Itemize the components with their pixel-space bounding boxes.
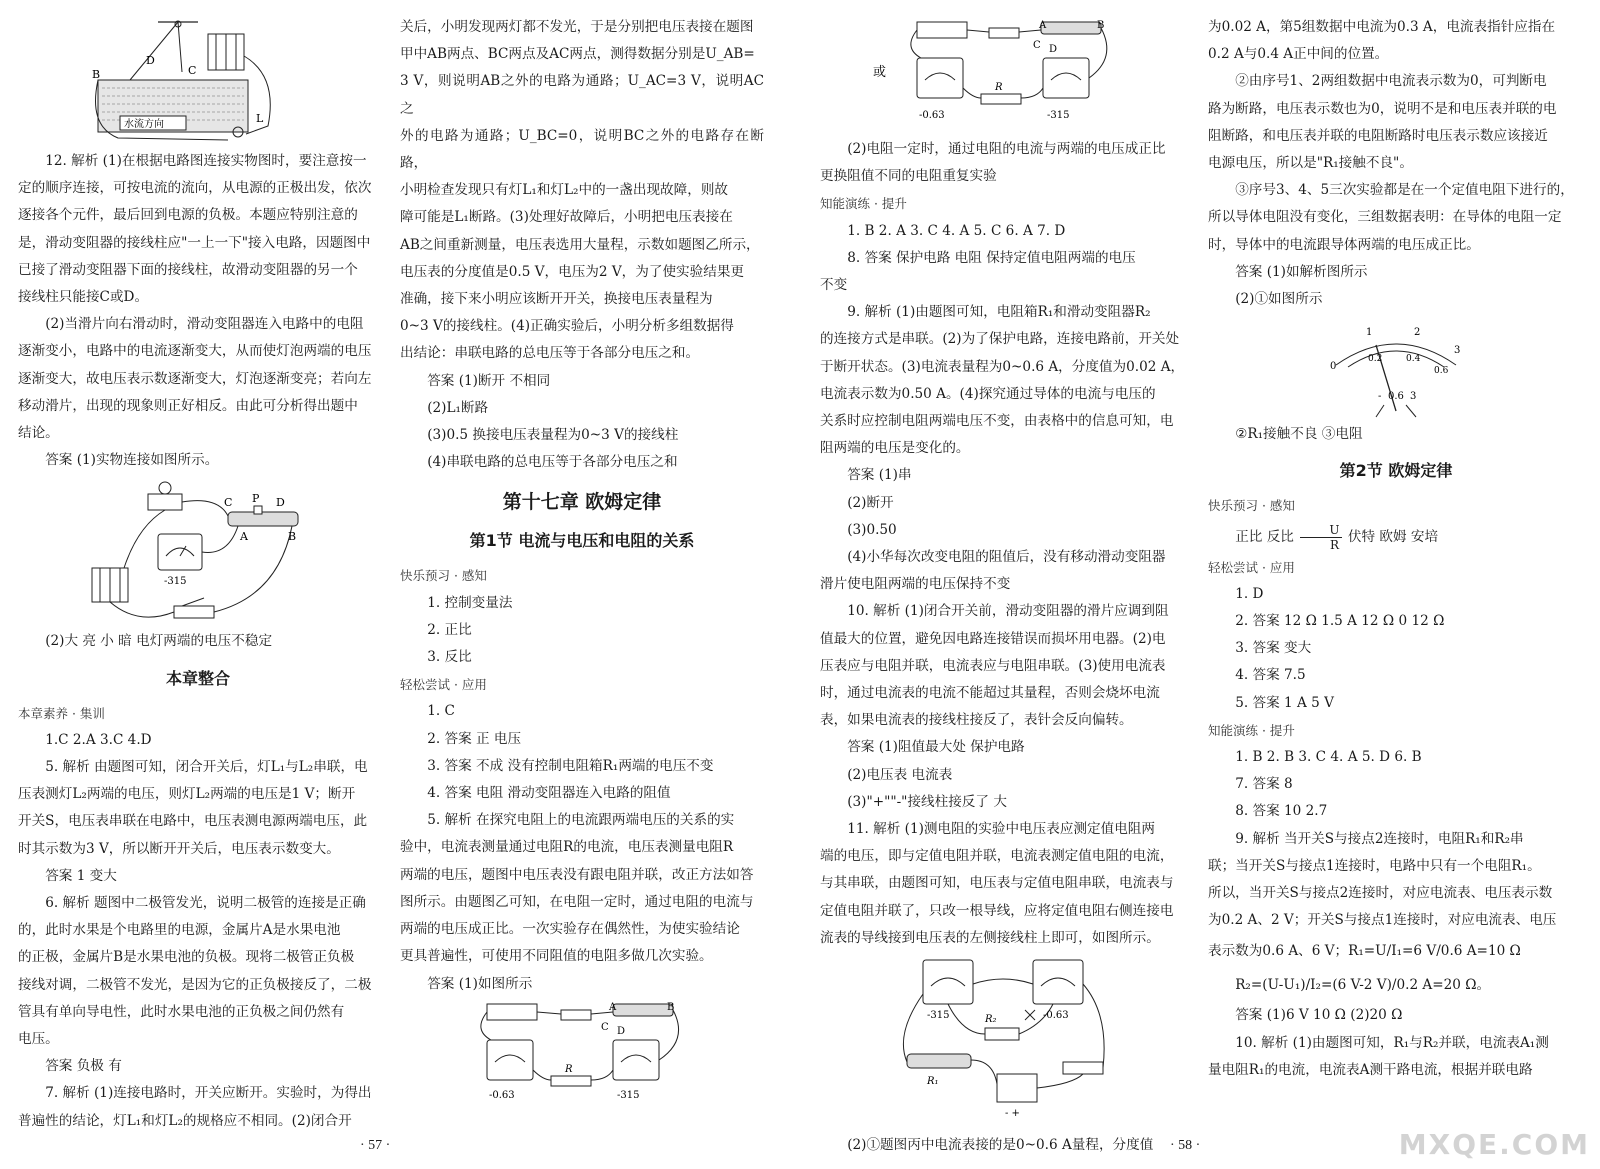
figure-series-circuit bbox=[467, 1000, 697, 1108]
figure-label-d: D bbox=[617, 1025, 626, 1037]
figure-series-circuit-alt bbox=[873, 16, 1133, 134]
answer-text: 正比 反比 bbox=[1235, 528, 1294, 545]
answer-line: 3. 答案 变大 bbox=[1235, 640, 1312, 657]
text-line: 图所示。由题图乙可知，在电阻一定时，通过电阻的电流与 bbox=[400, 893, 754, 910]
figure-measure-resistance bbox=[893, 954, 1113, 1130]
dial-label: 0.4 bbox=[1406, 354, 1421, 365]
text-line: 0~3 V的接线柱。(4)正确实验后，小明分析多组数据得 bbox=[400, 318, 734, 335]
figure-label-b: B bbox=[667, 1001, 675, 1013]
figure-label-c: C bbox=[601, 1021, 609, 1033]
section-title: 第2节 欧姆定律 bbox=[1339, 461, 1453, 481]
answer-line: 3. 答案 不成 没有控制电阻箱R₁两端的电压不变 bbox=[427, 757, 714, 774]
text-line: ③序号3、4、5三次实验都是在一个定值电阻下进行的， bbox=[1235, 182, 1574, 199]
answer-line: ②R₁接触不良 ③电阻 bbox=[1235, 426, 1363, 443]
answer-line: 2. 正比 bbox=[427, 621, 472, 638]
figure-water-circuit bbox=[78, 16, 318, 146]
answer-line: 1.C 2.A 3.C 4.D bbox=[45, 731, 152, 748]
text-line: 时，导体中的电流跟导体两端的电压成正比。 bbox=[1208, 236, 1480, 253]
fraction-u-over-r bbox=[1300, 523, 1341, 552]
answer-line: (2)断开 bbox=[847, 494, 894, 511]
text-line: 逐渐变小，电路中的电流逐渐变大，从而使灯泡两端的电压 bbox=[18, 343, 372, 360]
answer-line: (3)0.5 换接电压表量程为0~3 V的接线柱 bbox=[427, 427, 679, 444]
figure-rheostat-circuit bbox=[78, 476, 318, 626]
text-line: 的正极，金属片B是水果电池的负极。现将二极管正负极 bbox=[18, 949, 355, 966]
text-line: 于断开状态。(3)电流表量程为0~0.6 A，分度值为0.02 A， bbox=[820, 358, 1185, 375]
answer-line: 2. 答案 正 电压 bbox=[427, 730, 522, 747]
text-line: 路为断路，电压表示数也为0，说明不是和电压表并联的电 bbox=[1208, 100, 1557, 117]
figure-label-d: D bbox=[276, 496, 285, 510]
chapter-title: 第十七章 欧姆定律 bbox=[502, 491, 662, 514]
figure-label-or: 或 bbox=[873, 65, 887, 80]
answer-line: 4. 答案 电阻 滑动变阻器连入电路的阻值 bbox=[427, 785, 671, 802]
text-line: 流表的导线接到电压表的左侧接线柱上即可，如图所示。 bbox=[820, 929, 1160, 946]
text-line: 逐渐变大，故电压表示数逐渐变大，灯泡逐渐变亮；若向左 bbox=[18, 370, 372, 387]
text-line: 9. 解析 当开关S与接点2连接时，电阻R₁和R₂串 bbox=[1235, 830, 1524, 847]
dial-label: - bbox=[1378, 391, 1382, 403]
text-line: 管具有单向导电性，此时水果电池的正负极之间仍然有 bbox=[18, 1003, 345, 1020]
section-title: 本章整合 bbox=[165, 668, 230, 688]
figure-label-ammeter: -0.63 bbox=[1043, 1010, 1069, 1022]
answer-line: 答案 (1)串 bbox=[847, 467, 912, 484]
subsection-label: 轻松尝试 · 应用 bbox=[400, 677, 487, 693]
figure-label-flow: 水流方向 bbox=[124, 119, 164, 130]
text-line: 甲中AB两点、BC两点及AC两点，测得数据分别是U_AB= bbox=[400, 46, 755, 63]
text-line: 所以导体电阻没有变化，三组数据表明：在导体的电阻一定 bbox=[1208, 209, 1562, 226]
text-line: 12. 解析 (1)在根据电路图连接实物图时，要注意按一 bbox=[45, 153, 367, 169]
answer-line: 2. 答案 12 Ω 1.5 A 12 Ω 0 12 Ω bbox=[1235, 613, 1445, 630]
dial-label: 3 bbox=[1410, 391, 1417, 403]
subsection-label: 知能演练 · 提升 bbox=[1208, 722, 1295, 738]
text-line: 的，此时水果是个电路里的电源，金属片A是水果电池 bbox=[18, 922, 341, 939]
answer-line: (2)大 亮 小 暗 电灯两端的电压不稳定 bbox=[45, 633, 273, 650]
dial-label: 0.2 bbox=[1368, 354, 1383, 365]
answer-line: 7. 答案 8 bbox=[1235, 776, 1293, 793]
answer-line: 1. B 2. B 3. C 4. A 5. D 6. B bbox=[1235, 749, 1422, 766]
text-line: 电流表示数为0.50 A。(4)探究通过导体的电流与电压的 bbox=[820, 385, 1156, 402]
text-line: 是，滑动变阻器的接线柱应"一上一下"接入电路，因题图中 bbox=[18, 234, 371, 251]
text-line: 的连接方式是串联。(2)为了保护电路，连接电路前，开关处 bbox=[820, 331, 1180, 348]
fraction-denominator: R bbox=[1329, 537, 1339, 552]
text-line: 电压表的分度值是0.5 V，电压为2 V，为了使实验结果更 bbox=[400, 263, 745, 280]
figure-label-r: R bbox=[995, 82, 1003, 93]
text-line: 定值电阻并联了，只改一根导线，应将定值电阻右侧连接电 bbox=[820, 902, 1174, 919]
figure-label-a: A bbox=[240, 530, 248, 544]
text-line: 更具普遍性，可使用不同阻值的电阻多做几次实验。 bbox=[400, 948, 713, 965]
figure-label-p: P bbox=[252, 492, 260, 506]
figure-label-voltmeter: -315 bbox=[617, 1089, 640, 1101]
figure-label-c: C bbox=[188, 64, 197, 77]
text-line: 5. 解析 由题图可知，闭合开关后，灯L₁与L₂串联，电 bbox=[45, 759, 368, 776]
answer-line: 答案 (1)断开 不相同 bbox=[427, 372, 551, 389]
figure-label-b: B bbox=[288, 530, 297, 544]
text-line: 阻两端的电压是变化的。 bbox=[820, 440, 970, 457]
dial-label: 2 bbox=[1414, 327, 1421, 339]
figure-label-a: A bbox=[1039, 20, 1047, 31]
text-line: 移动滑片，出现的现象则正好相反。由此可分析得出题中 bbox=[18, 397, 358, 414]
text-line: 0.2 A与0.4 A正中间的位置。 bbox=[1208, 46, 1389, 63]
figure-ammeter-dial bbox=[1326, 315, 1466, 419]
dial-label: 0.6 bbox=[1388, 391, 1404, 403]
text-line: 表，如果电流表的接线柱接反了，表针会反向偏转。 bbox=[820, 712, 1133, 729]
text-line: 普遍性的结论，灯L₁和灯L₂的规格应不相同。(2)闭合开 bbox=[18, 1112, 352, 1129]
text-line: 10. 解析 (1)由题图可知，R₁与R₂并联，电流表A₁测 bbox=[1235, 1034, 1549, 1051]
text-line: 所以，当开关S与接点2连接时，对应电流表、电压表示数 bbox=[1208, 885, 1553, 902]
answer-line: (2)L₁断路 bbox=[427, 399, 489, 416]
figure-label-d: D bbox=[146, 54, 155, 67]
figure-label-voltmeter: -315 bbox=[927, 1010, 950, 1022]
subsection-label: 快乐预习 · 感知 bbox=[400, 568, 487, 584]
text-line: 压表测灯L₂两端的电压，则灯L₂两端的电压是1 V；断开 bbox=[18, 786, 356, 803]
subsection-label: 轻松尝试 · 应用 bbox=[1208, 559, 1295, 575]
text-line: 接线柱只能接C或D。 bbox=[18, 289, 149, 306]
text-line: 11. 解析 (1)测电阻的实验中电压表应测定值电阻两 bbox=[847, 821, 1155, 838]
answer-line: 1. B 2. A 3. C 4. A 5. C 6. A 7. D bbox=[847, 222, 1066, 239]
text-line: 障可能是L₁断路。(3)处理好故障后，小明把电压表接在 bbox=[400, 209, 733, 226]
dial-label: 3 bbox=[1454, 345, 1461, 357]
text-line: 两端的电压成正比。一次实验存在偶然性，为使实验结论 bbox=[400, 921, 740, 938]
answer-line: 8. 答案 保护电路 电阻 保持定值电阻两端的电压 bbox=[847, 249, 1136, 266]
subsection-label: 本章素养 · 集训 bbox=[18, 705, 105, 721]
dial-label: 0 bbox=[1330, 361, 1337, 373]
text-line: 5. 解析 在探究电阻上的电流跟两端电压的关系的实 bbox=[427, 812, 735, 829]
answer-line: 1. 控制变量法 bbox=[427, 594, 513, 611]
subsection-label: 知能演练 · 提升 bbox=[820, 196, 907, 212]
text-line: 已接了滑动变阻器下面的接线柱，故滑动变阻器的另一个 bbox=[18, 261, 358, 278]
text-line: 准确，接下来小明应该断开开关，换接电压表量程为 bbox=[400, 291, 713, 308]
answer-line: (4)串联电路的总电压等于各部分电压之和 bbox=[427, 454, 678, 471]
text-line: 值最大的位置，避免因电路连接错误而损坏用电器。(2)电 bbox=[820, 630, 1166, 647]
answer-line: (2)电压表 电流表 bbox=[847, 766, 953, 783]
column-1 bbox=[18, 14, 378, 1135]
watermark-logo: MXQE.COM bbox=[1398, 1128, 1590, 1161]
answer-line: 1. C bbox=[427, 703, 455, 720]
answer-line: 4. 答案 7.5 bbox=[1235, 667, 1306, 684]
answer-line: 更换阻值不同的电阻重复实验 bbox=[820, 168, 997, 185]
text-line: 阻断路，和电压表并联的电阻断路时电压表示数应该接近 bbox=[1208, 127, 1548, 144]
text-line: 出结论：串联电路的总电压等于各部分电压之和。 bbox=[400, 345, 700, 362]
answer-line: 滑片使电阻两端的电压保持不变 bbox=[820, 576, 1011, 593]
text-line: 验中，电流表测量通过电阻R的电流，电压表测量电阻R bbox=[400, 839, 734, 856]
text-line: 逐接各个元件，最后回到电源的负极。本题应特别注意的 bbox=[18, 207, 358, 224]
text-line: 与其串联，由题图可知，电压表与定值电阻串联，电流表与 bbox=[820, 875, 1174, 892]
text-line: ②由序号1、2两组数据中电流表示数为0，可判断电 bbox=[1235, 73, 1547, 90]
text-line: 关系时应控制电阻两端电压不变，由表格中的信息可知，电 bbox=[820, 413, 1174, 430]
text-line: (2)①题图丙中电流表接的是0~0.6 A量程，分度值 bbox=[847, 1137, 1154, 1154]
figure-label-r1: R₁ bbox=[927, 1076, 939, 1088]
text-line: 联；当开关S与接点1连接时，电路中只有一个电阻R₁。 bbox=[1208, 857, 1541, 874]
dial-label: 0.6 bbox=[1434, 366, 1449, 377]
figure-label-b: B bbox=[1097, 20, 1105, 31]
figure-label-r: R bbox=[565, 1063, 573, 1075]
text-line: 两端的电压，题图中电压表没有跟电阻并联，改正方法如答 bbox=[400, 866, 754, 883]
figure-label-ammeter: -0.63 bbox=[489, 1089, 515, 1101]
formula-line: R₂=(U-U₁)/I₂=(6 V-2 V)/0.2 A=20 Ω。 bbox=[1235, 977, 1491, 994]
answer-line: (3)"+""-"接线柱接反了 大 bbox=[847, 793, 1007, 810]
text-line: 量电阻R₁的电流，电流表A测干路电流，根据并联电路 bbox=[1208, 1061, 1533, 1078]
text-line: 开关S，电压表串联在电路中，电压表测电源两端电压，此 bbox=[18, 813, 368, 830]
figure-label-a: A bbox=[609, 1001, 617, 1013]
answer-line: 答案 (1)如图所示 bbox=[427, 975, 533, 992]
subsection-label: 快乐预习 · 感知 bbox=[1208, 498, 1295, 514]
text-line: 接线对调，二极管不发光，是因为它的正负极接反了，二极 bbox=[18, 976, 372, 993]
answer-line: 不变 bbox=[820, 277, 848, 294]
figure-label-d: D bbox=[1049, 44, 1058, 55]
text-line: 10. 解析 (1)闭合开关前，滑动变阻器的滑片应调到阻 bbox=[847, 603, 1169, 620]
figure-label-c: C bbox=[1033, 40, 1041, 51]
answer-line: 答案 (1)阻值最大处 保护电路 bbox=[847, 739, 1025, 756]
text-line: 电源电压，所以是"R₁接触不良"。 bbox=[1208, 155, 1413, 172]
text-line: 电压。 bbox=[18, 1031, 59, 1048]
fraction-numerator: U bbox=[1300, 523, 1341, 538]
answer-line: 8. 答案 10 2.7 bbox=[1235, 803, 1328, 820]
answer-line: (2)①如图所示 bbox=[1235, 291, 1323, 308]
text-line: 6. 解析 题图中二极管发光，说明二极管的连接是正确 bbox=[45, 895, 366, 912]
text-line: 3 V，则说明AB之外的电路为通路；U_AC=3 V，说明AC之 bbox=[400, 73, 764, 117]
answer-text: 伏特 欧姆 安培 bbox=[1347, 528, 1439, 545]
text-line: 时其示数为3 V，所以断开开关后，电压表示数变大。 bbox=[18, 840, 340, 857]
dial-label: 1 bbox=[1366, 327, 1373, 339]
formula-line: 表示数为0.6 A、6 V；R₁=U/I₁=6 V/0.6 A=10 Ω bbox=[1208, 943, 1521, 960]
answer-line: 答案 (1)如解析图所示 bbox=[1235, 263, 1368, 280]
figure-label-voltmeter: -315 bbox=[1047, 110, 1070, 121]
text-line: 结论。 bbox=[18, 425, 59, 442]
answer-line: 3. 反比 bbox=[427, 649, 472, 666]
text-line: 外的电路为通路；U_BC=0，说明BC之外的电路存在断路， bbox=[400, 127, 764, 172]
text-line: 7. 解析 (1)连接电路时，开关应断开。实验时，为得出 bbox=[45, 1085, 372, 1102]
answer-line: (3)0.50 bbox=[847, 521, 897, 538]
text-line: 端的电压，即与定值电阻并联，电流表测定值电阻的电流， bbox=[820, 848, 1174, 865]
text-line: 为0.2 A、2 V；开关S与接点1连接时，对应电流表、电压 bbox=[1208, 912, 1557, 929]
answer-line: 1. D bbox=[1235, 585, 1264, 602]
text-line: 压表应与电阻并联，电流表应与电阻串联。(3)使用电流表 bbox=[820, 657, 1166, 674]
answer-line: 答案 (1)实物连接如图所示。 bbox=[45, 452, 219, 469]
text-line: 小明检查发现只有灯L₁和灯L₂中的一盏出现故障，则故 bbox=[400, 182, 729, 199]
column-3 bbox=[820, 14, 1186, 1159]
text-line: 时，通过电流表的电流不能超过其量程，否则会烧坏电流 bbox=[820, 685, 1160, 702]
column-2 bbox=[400, 14, 764, 1110]
text-line: AB之间重新测量，电压表选用大量程，示数如题图乙所示， bbox=[400, 236, 760, 253]
figure-label-ammeter: -0.63 bbox=[919, 110, 945, 121]
answer-line: 答案 (1)6 V 10 Ω (2)20 Ω bbox=[1235, 1007, 1403, 1024]
page-number-right: · 58 · bbox=[1170, 1138, 1201, 1153]
answer-line: 5. 答案 1 A 5 V bbox=[1235, 694, 1334, 711]
q12-analysis bbox=[18, 148, 378, 474]
answer-line: (2)电阻一定时，通过电阻的电流与两端的电压成正比 bbox=[847, 141, 1166, 157]
page-number-left: · 57 · bbox=[360, 1138, 391, 1153]
answer-line: 答案 负极 有 bbox=[45, 1058, 122, 1075]
text-line: 关后，小明发现两灯都不发光，于是分别把电压表接在题图 bbox=[400, 19, 754, 35]
figure-label-b: B bbox=[92, 68, 101, 81]
column-4 bbox=[1208, 14, 1584, 1084]
text-line: (2)当滑片向右滑动时，滑动变阻器连入电路中的电阻 bbox=[45, 316, 364, 333]
figure-label-l: L bbox=[256, 112, 264, 125]
answer-line: 答案 1 变大 bbox=[45, 867, 117, 884]
answer-line: (4)小华每次改变电阻的阻值后，没有移动滑动变阻器 bbox=[847, 549, 1166, 566]
figure-label-terminals: -315 bbox=[164, 576, 187, 588]
section-title: 第1节 电流与电压和电阻的关系 bbox=[469, 531, 695, 551]
figure-label-c: C bbox=[224, 496, 233, 510]
text-line: 为0.02 A，第5组数据中电流为0.3 A，电流表指针应指在 bbox=[1208, 19, 1556, 35]
figure-label-r2: R₂ bbox=[985, 1014, 997, 1026]
answer-line bbox=[1208, 520, 1584, 554]
text-line: 定的顺序连接，可按电流的流向，从电源的正极出发，依次 bbox=[18, 180, 372, 197]
text-line: 9. 解析 (1)由题图可知，电阻箱R₁和滑动变阻器R₂ bbox=[847, 304, 1151, 321]
figure-label-battery: - + bbox=[1005, 1108, 1020, 1120]
